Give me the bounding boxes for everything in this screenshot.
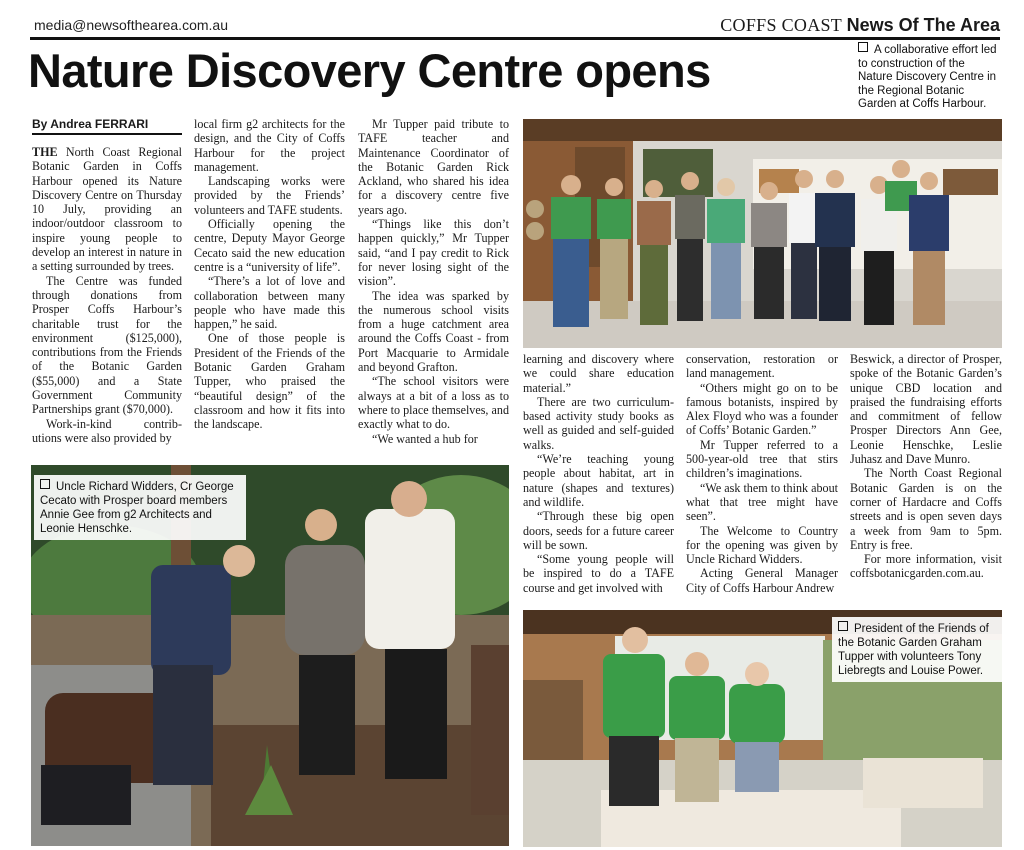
- checkbox-bullet-icon: [838, 621, 848, 631]
- paragraph: Beswick, a director of Prosper, spoke of the Botanic Garden’s unique CBD location and praised the fundraising efforts and commitment of fellow Prosper Directors Ann Gee, Leonie Henschke, Leslie Juhasz and Dave Munro.: [850, 352, 1002, 467]
- caption-bottom-right: [832, 617, 1006, 682]
- paragraph-text: North Coast Regional Botanic Garden in Coffs Harbour opened its Nature Discovery Centre on Thursday 10 July, providing an indoor/outdoor classroom to inspire young people to develop an interest in nature in a setting surrounded by trees.: [32, 145, 182, 274]
- paragraph: “Through these big open doors, seeds for a future career will be sown.: [523, 509, 674, 552]
- group-photo-image: [523, 119, 1002, 348]
- header-rule: [30, 37, 1000, 40]
- byline: By Andrea FERRARI: [32, 117, 149, 131]
- paragraph: [32, 145, 182, 274]
- article-column-1: [32, 145, 182, 445]
- article-column-6: [850, 352, 1002, 581]
- checkbox-bullet-icon: [858, 42, 868, 52]
- checkbox-bullet-icon: [40, 479, 50, 489]
- caption-text: President of the Friends of the Botanic Garden Graham Tupper with volunteers Tony Liebregts and Louise Power.: [838, 623, 989, 677]
- article-column-3: [358, 117, 509, 446]
- publication-name: COFFS COAST: [720, 15, 843, 35]
- article-column-4: [523, 352, 674, 595]
- paragraph: “We wanted a hub for: [372, 431, 478, 446]
- article-column-2: [194, 117, 345, 432]
- paragraph: “We ask them to think about what that tree might have seen”.: [686, 480, 838, 524]
- paragraph: conservation, restoration or land management.: [686, 352, 838, 381]
- contact-email: media@newsofthearea.com.au: [34, 17, 228, 33]
- group-photo: [523, 119, 1002, 348]
- paragraph: “Others might go on to be famous botanists, inspired by Alex Floyd who was a founder of Coffs’ Botanic Garden.”: [686, 380, 838, 438]
- article-column-5: [686, 352, 838, 595]
- caption-text: Uncle Richard Widders, Cr George Cecato with Prosper board members Annie Gee from g2 Architects and Leonie Henschke.: [40, 481, 234, 535]
- paragraph: For more information, visit coffsbotanicgarden.com.au.: [850, 552, 1002, 581]
- paragraph: Work-in-kind contrib-utions were also provided by: [32, 416, 182, 445]
- lead-word: THE: [32, 145, 58, 159]
- paragraph: Acting General Manager City of Coffs Harbour Andrew: [686, 566, 838, 595]
- paragraph: The Centre was funded through donations from Prosper Coffs Harbour’s charitable trust for the environment ($125,000), contributions from the Friends of the Botanic Garden ($55,000) and a State Government Community Partnerships grant ($70,000).: [32, 273, 182, 417]
- caption-text: A collaborative effort led to construction of the Nature Discovery Centre in the Regional Botanic Garden at Coffs Harbour.: [858, 44, 997, 111]
- paragraph: local firm g2 architects for the design, and the City of Coffs Harbour for the project management.: [194, 117, 345, 174]
- paragraph: Mr Tupper paid tribute to TAFE teacher and Maintenance Coordinator of the Botanic Garden Rick Ackland, who shared his idea for a discovery centre five years ago.: [358, 117, 509, 217]
- paragraph: “Things like this don’t happen quickly,” Mr Tupper said, “and I pay credit to Rick for never losing sight of the vision”.: [358, 217, 509, 289]
- paragraph: The Welcome to Country for the opening was given by Uncle Richard Widders.: [686, 523, 838, 567]
- paragraph: “The school visitors were always at a bit of a loss as to where to place themselves, and exactly what to do.: [358, 374, 509, 432]
- masthead: [720, 15, 1000, 36]
- paragraph: The North Coast Regional Botanic Garden is on the corner of Hardacre and Coffs streets and is open seven days a week from 9am to 5pm. Entry is free.: [850, 466, 1002, 552]
- paragraph: learning and discovery where we could share education material.”: [523, 352, 674, 395]
- section-name: News Of The Area: [846, 15, 1000, 35]
- paragraph: One of those people is President of the Friends of the Botanic Garden Graham Tupper, who praised the “beautiful design” of the classroom and how it fits into the landscape.: [194, 331, 345, 432]
- paragraph: “There’s a lot of love and collaboration between many people who have made this happen,” he said.: [194, 274, 345, 332]
- paragraph: “Some young people will be inspired to do a TAFE course and get involved with: [523, 552, 674, 595]
- paragraph: There are two curriculum-based activity study books as well as guided and self-guided walks.: [523, 394, 674, 452]
- caption-top-right: [858, 42, 998, 112]
- paragraph: “We’re teaching young people about habitat, art in nature (shapes and textures) and wildlife.: [523, 452, 674, 509]
- paragraph: The idea was sparked by the numerous school visits from a huge catchment area around the Coffs Coast - from Port Macquarie to Armidale and beyond Grafton.: [358, 288, 509, 375]
- paragraph: Landscaping works were provided by the Friends’ volunteers and TAFE students.: [194, 174, 345, 217]
- byline-rule: [32, 133, 182, 135]
- headline: Nature Discovery Centre opens: [28, 44, 711, 97]
- paragraph: Officially opening the centre, Deputy Mayor George Cecato said the new education centre is a “university of life”.: [194, 217, 345, 274]
- caption-bottom-left: [34, 475, 246, 540]
- paragraph: Mr Tupper referred to a 500-year-old tree that stirs children’s imaginations.: [686, 437, 838, 481]
